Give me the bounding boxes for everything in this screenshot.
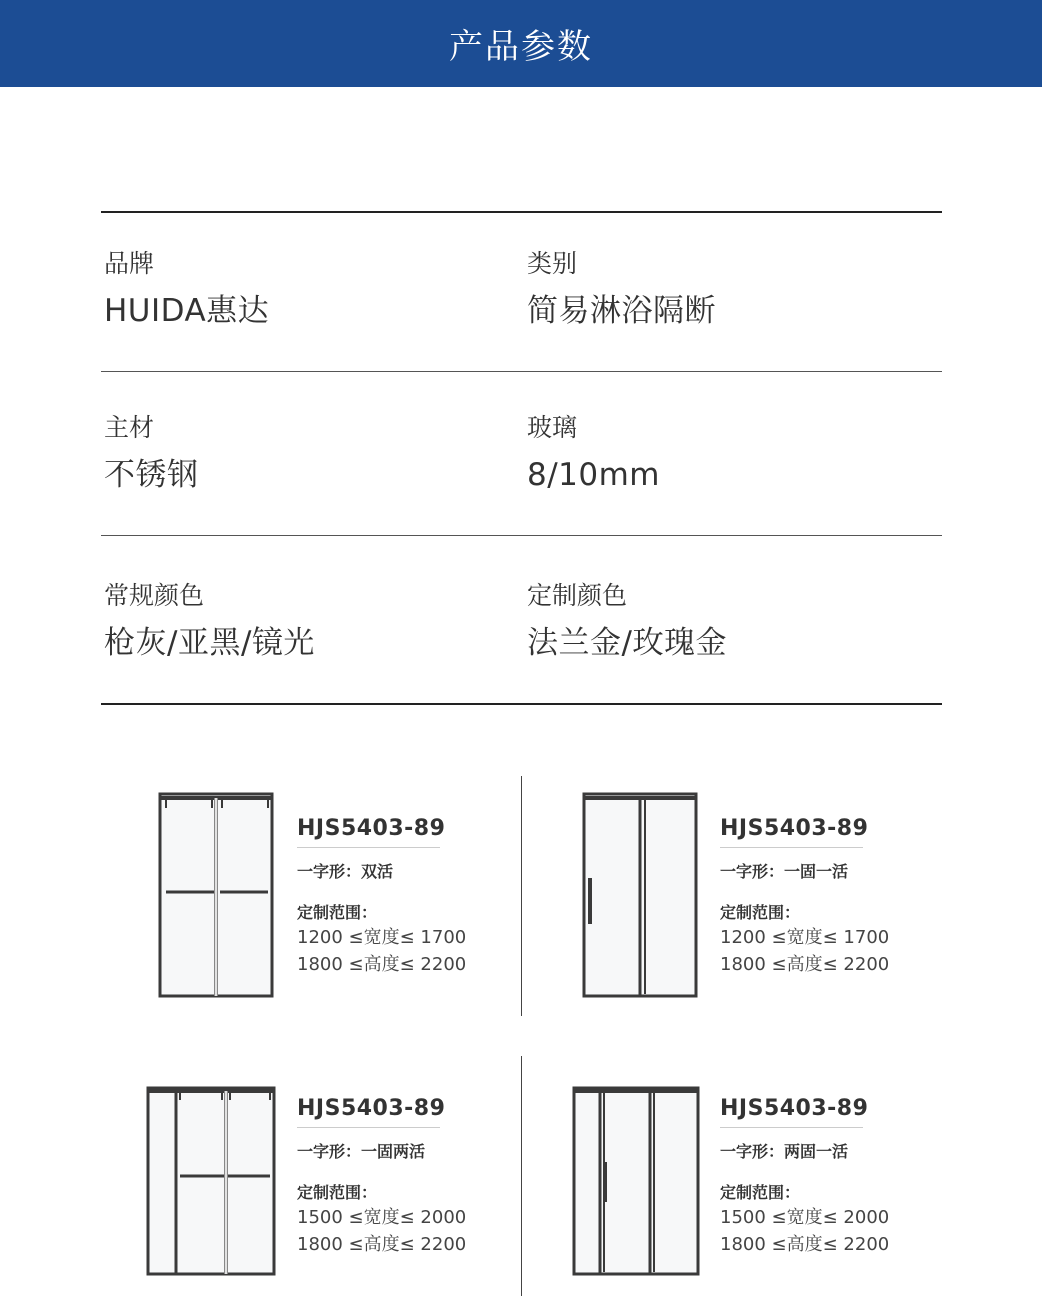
spec-label: 常规颜色 [104,581,205,610]
shower-door-fixed-double-sliding-image [140,1082,282,1280]
page-title: 产品参数 [449,27,593,67]
width-range: 1500 ≤宽度≤ 2000 [720,1207,890,1228]
column-divider [521,1056,522,1296]
spec-label: 玻璃 [527,413,578,442]
width-range: 1200 ≤宽度≤ 1700 [297,927,467,948]
spec-label: 品牌 [104,249,155,278]
spec-value: 不锈钢 [104,457,199,493]
spec-label: 主材 [104,413,155,442]
width-range: 1500 ≤宽度≤ 2000 [297,1207,467,1228]
divider [720,1127,863,1128]
spec-value: 8/10mm [527,457,661,493]
range-title: 定制范围： [297,903,378,922]
spec-value: 简易淋浴隔断 [527,293,716,329]
product-type: 一字形：两固一活 [720,1142,849,1161]
spec-category [527,249,716,330]
height-range: 1800 ≤高度≤ 2200 [720,1234,890,1255]
product-model: HJS5403-89 [720,1096,869,1121]
spec-standard-colors [104,581,315,662]
divider [101,535,942,536]
shower-door-double-fixed-sliding-image [566,1082,708,1280]
range-title: 定制范围： [720,1183,801,1202]
height-range: 1800 ≤高度≤ 2200 [720,954,890,975]
divider [101,703,942,705]
spec-value: HUIDA惠达 [104,293,270,329]
product-type: 一字形：一固两活 [297,1142,426,1161]
spec-custom-colors [527,581,727,662]
spec-material [104,413,199,494]
product-info [297,1095,497,1257]
divider [297,847,440,848]
divider [720,847,863,848]
shower-door-double-sliding-image [150,790,280,1002]
product-model: HJS5403-89 [297,1096,446,1121]
spec-value: 枪灰/亚黑/镜光 [104,625,315,661]
height-range: 1800 ≤高度≤ 2200 [297,1234,467,1255]
height-range: 1800 ≤高度≤ 2200 [297,954,467,975]
product-type: 一字形：一固一活 [720,862,849,881]
range-title: 定制范围： [720,903,801,922]
page-header [0,0,1042,87]
spec-value: 法兰金/玫瑰金 [527,625,727,661]
spec-label: 定制颜色 [527,581,628,610]
product-model: HJS5403-89 [720,816,869,841]
shower-door-fixed-sliding-image [574,790,704,1002]
divider [101,371,942,372]
divider [101,211,942,213]
product-model: HJS5403-89 [297,816,446,841]
column-divider [521,776,522,1016]
spec-label: 类别 [527,249,578,278]
spec-brand [104,249,269,330]
product-type: 一字形：双活 [297,862,394,881]
range-title: 定制范围： [297,1183,378,1202]
product-info [720,1095,920,1257]
product-info [297,815,497,977]
product-info [720,815,920,977]
divider [297,1127,440,1128]
width-range: 1200 ≤宽度≤ 1700 [720,927,890,948]
spec-glass [527,413,660,494]
